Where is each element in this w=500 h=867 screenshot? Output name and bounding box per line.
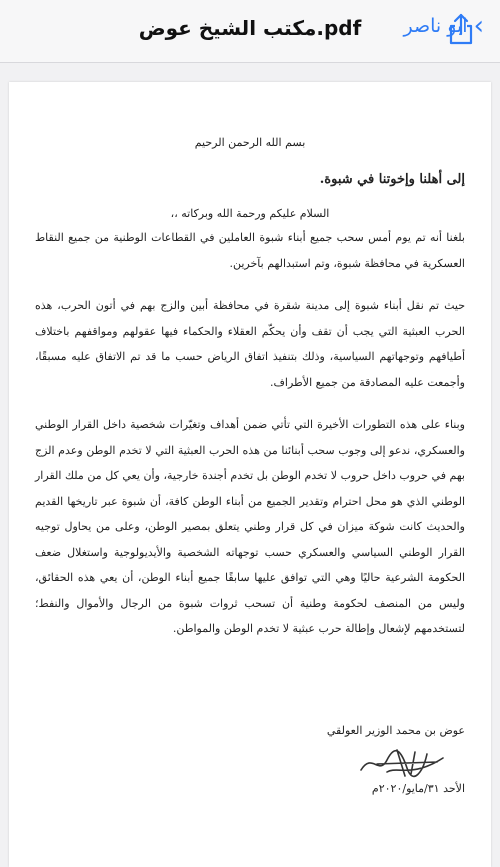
back-label: ابو ناصر (403, 15, 468, 37)
navigation-bar (0, 0, 500, 63)
greeting: إلى أهلنا وإخوتنا في شبوة. (319, 172, 465, 187)
document-title: مكتب الشيخ عوض.pdf (138, 16, 362, 40)
paragraph-3: وبناء على هذه التطورات الأخيرة التي تأتي ضمن أهداف وتغيّرات شخصية داخل القرار الوطني والعسكري، ندعو إلى وجوب سحب أبنائنا من هذه الحرب العبثية التي لا تخدم الوطن وعدم الزج بهم في حروب داخل حروب لا تخدم الوطن بل تخدم أجندة خارجية، وأن يعي كل من ملك القرار الوطني الذي هو محل احترام وتقدير الجميع من أبناء الوطن كافة، أن شبوة عبر تاريخها القديم والحديث كانت شوكة ميزان في كل قرار وطني يتعلق بمصير الوطن، وعلى من يحاول توجيه القرار الوطني السياسي والعسكري حسب توجهاته الشخصية والأيديولوجية واستغلال ضعف الحكومة الشرعية حاليًا وهي التي توافق عليها سابقًا جميع أبناء الوطن، أن يعي هذه الحقائق، وليس من المنصف لحكومة وطنية أن تسحب ثروات شبوة من الرجال والأموال والنفط؛ لتستخدمهم لإشعال وإطالة حرب عبثية لا تخدم الوطن والمواطن. (35, 418, 465, 635)
back-button[interactable] (403, 11, 484, 41)
basmala: بسم الله الرحمن الرحيم (194, 136, 306, 149)
handwritten-signature (357, 742, 447, 782)
paragraph-1: بلغنا أنه تم يوم أمس سحب جميع أبناء شبوة العاملين في القطاعات الوطنية من جميع النقاط العسكرية في محافظة شبوة، وتم استبدالهم بآخرين. (35, 231, 465, 270)
chevron-right-icon: ‹ (473, 11, 484, 41)
salutation: السلام عليكم ورحمة الله وبركاته ،، (170, 207, 330, 220)
paragraph-2: حيث تم نقل أبناء شبوة إلى مدينة شقرة في محافظة أبين والزج بهم في أتون الحرب، هذه الحرب العبثية التي يجب أن تقف وأن يحكّم العقلاء والحكماء فيها عقولهم ومواقفهم باختلاف أطيافهم وتوجهاتهم السياسية، وذلك بتنفيذ اتفاق الرياض حسب ما قد تم الاتفاق عليه مسبقًا، وأجمعت عليه المصادقة من جميع الأطراف. (35, 299, 465, 389)
signatory-name: عوض بن محمد الوزير العولقي (326, 724, 465, 737)
letter-date: الأحد ٣١/مايو/٢٠٢٠م (371, 782, 465, 795)
pdf-page[interactable] (9, 82, 491, 867)
